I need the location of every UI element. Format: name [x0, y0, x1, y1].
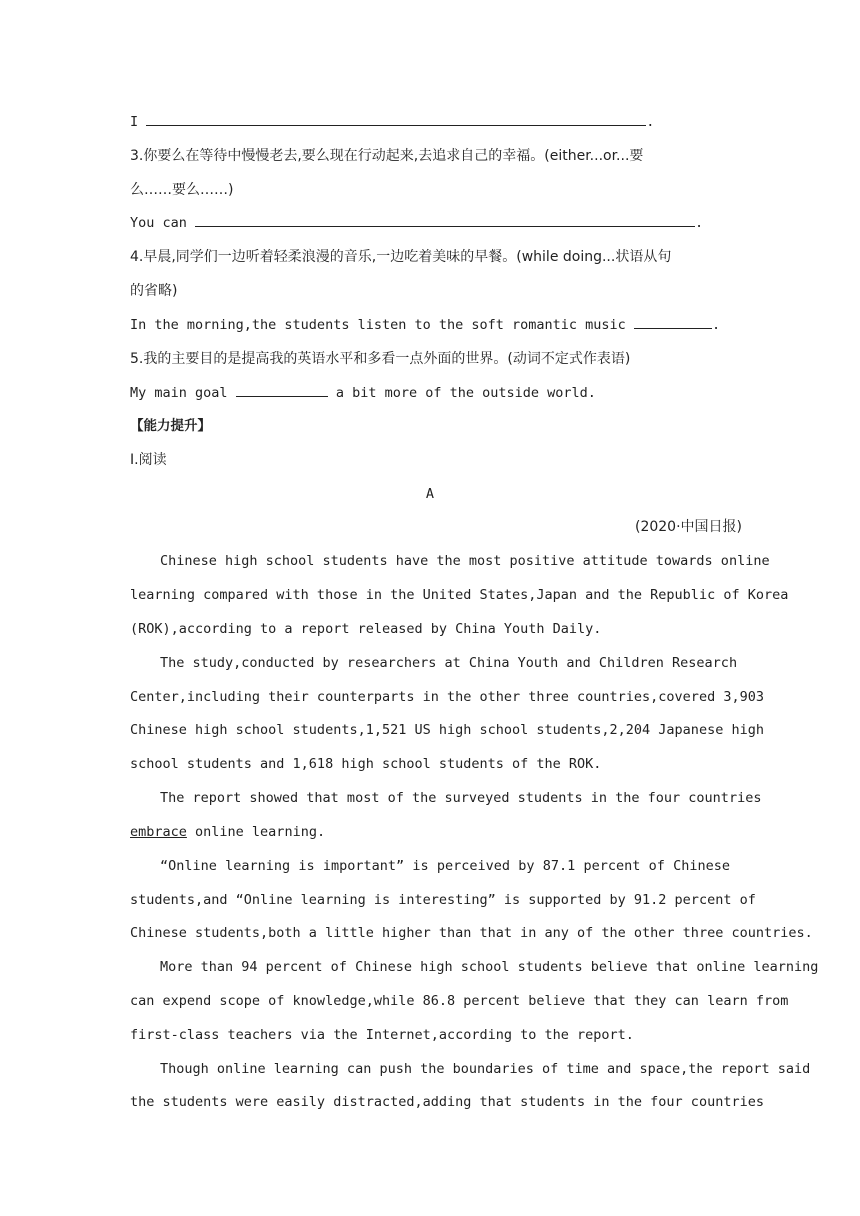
passage-line: (ROK),according to a report released by China Youth Daily. — [130, 621, 602, 637]
passage-line: embrace online learning. — [130, 824, 326, 840]
section-subheading: Ⅰ.阅读 — [130, 452, 167, 468]
passage-line: Center,including their counterparts in the other three countries,covered 3,903 — [130, 689, 764, 705]
passage-line: the students were easily distracted,adding that students in the four countries — [130, 1094, 764, 1110]
passage-line: first-class teachers via the Internet,according to the report. — [130, 1027, 634, 1043]
answer-line-i: I . — [130, 114, 655, 130]
passage-line: More than 94 percent of Chinese high school students believe that online learning — [160, 959, 819, 975]
passage-line: can expend scope of knowledge,while 86.8 percent believe that they can learn from — [130, 993, 789, 1009]
question-4-cont: 的省略) — [130, 283, 178, 299]
question-5: 5.我的主要目的是提高我的英语水平和多看一点外面的世界。(动词不定式作表语) — [130, 351, 631, 367]
passage-line: Though online learning can push the boundaries of time and space,the report said — [160, 1061, 811, 1077]
answer-line-3: You can . — [130, 215, 704, 231]
answer-blank[interactable] — [634, 316, 712, 329]
passage-line: The report showed that most of the surveyed students in the four countries — [160, 790, 762, 806]
answer-blank[interactable] — [195, 214, 695, 227]
passage-line: school students and 1,618 high school students of the ROK. — [130, 756, 602, 772]
passage-line: The study,conducted by researchers at China Youth and Children Research — [160, 655, 738, 671]
answer-line-5: My main goal a bit more of the outside world. — [130, 385, 596, 401]
answer-line-4: In the morning,the students listen to the soft romantic music . — [130, 317, 721, 333]
question-3: 3.你要么在等待中慢慢老去,要么现在行动起来,去追求自己的幸福。(either...or...要 — [130, 148, 644, 164]
passage-line: learning compared with those in the United States,Japan and the Republic of Korea — [130, 587, 789, 603]
passage-line: students,and “Online learning is interesting” is supported by 91.2 percent of — [130, 892, 756, 908]
passage-line: Chinese high school students have the most positive attitude towards online — [160, 553, 770, 569]
underlined-word: embrace — [130, 824, 187, 840]
passage-line: “Online learning is important” is perceived by 87.1 percent of Chinese — [160, 858, 730, 874]
passage-source: (2020·中国日报) — [634, 519, 742, 535]
answer-blank[interactable] — [236, 384, 328, 397]
answer-blank[interactable] — [146, 113, 646, 126]
line-prefix: I — [130, 114, 139, 130]
question-3-cont: 么……要么……) — [130, 182, 234, 198]
passage-line: Chinese high school students,1,521 US high school students,2,204 Japanese high — [130, 722, 764, 738]
passage-line: Chinese students,both a little higher than that in any of the other three countries. — [130, 925, 813, 941]
passage-label: A — [425, 486, 435, 502]
section-heading: 【能力提升】 — [130, 418, 211, 434]
question-4: 4.早晨,同学们一边听着轻柔浪漫的音乐,一边吃着美味的早餐。(while doing...状语从句 — [130, 249, 672, 265]
